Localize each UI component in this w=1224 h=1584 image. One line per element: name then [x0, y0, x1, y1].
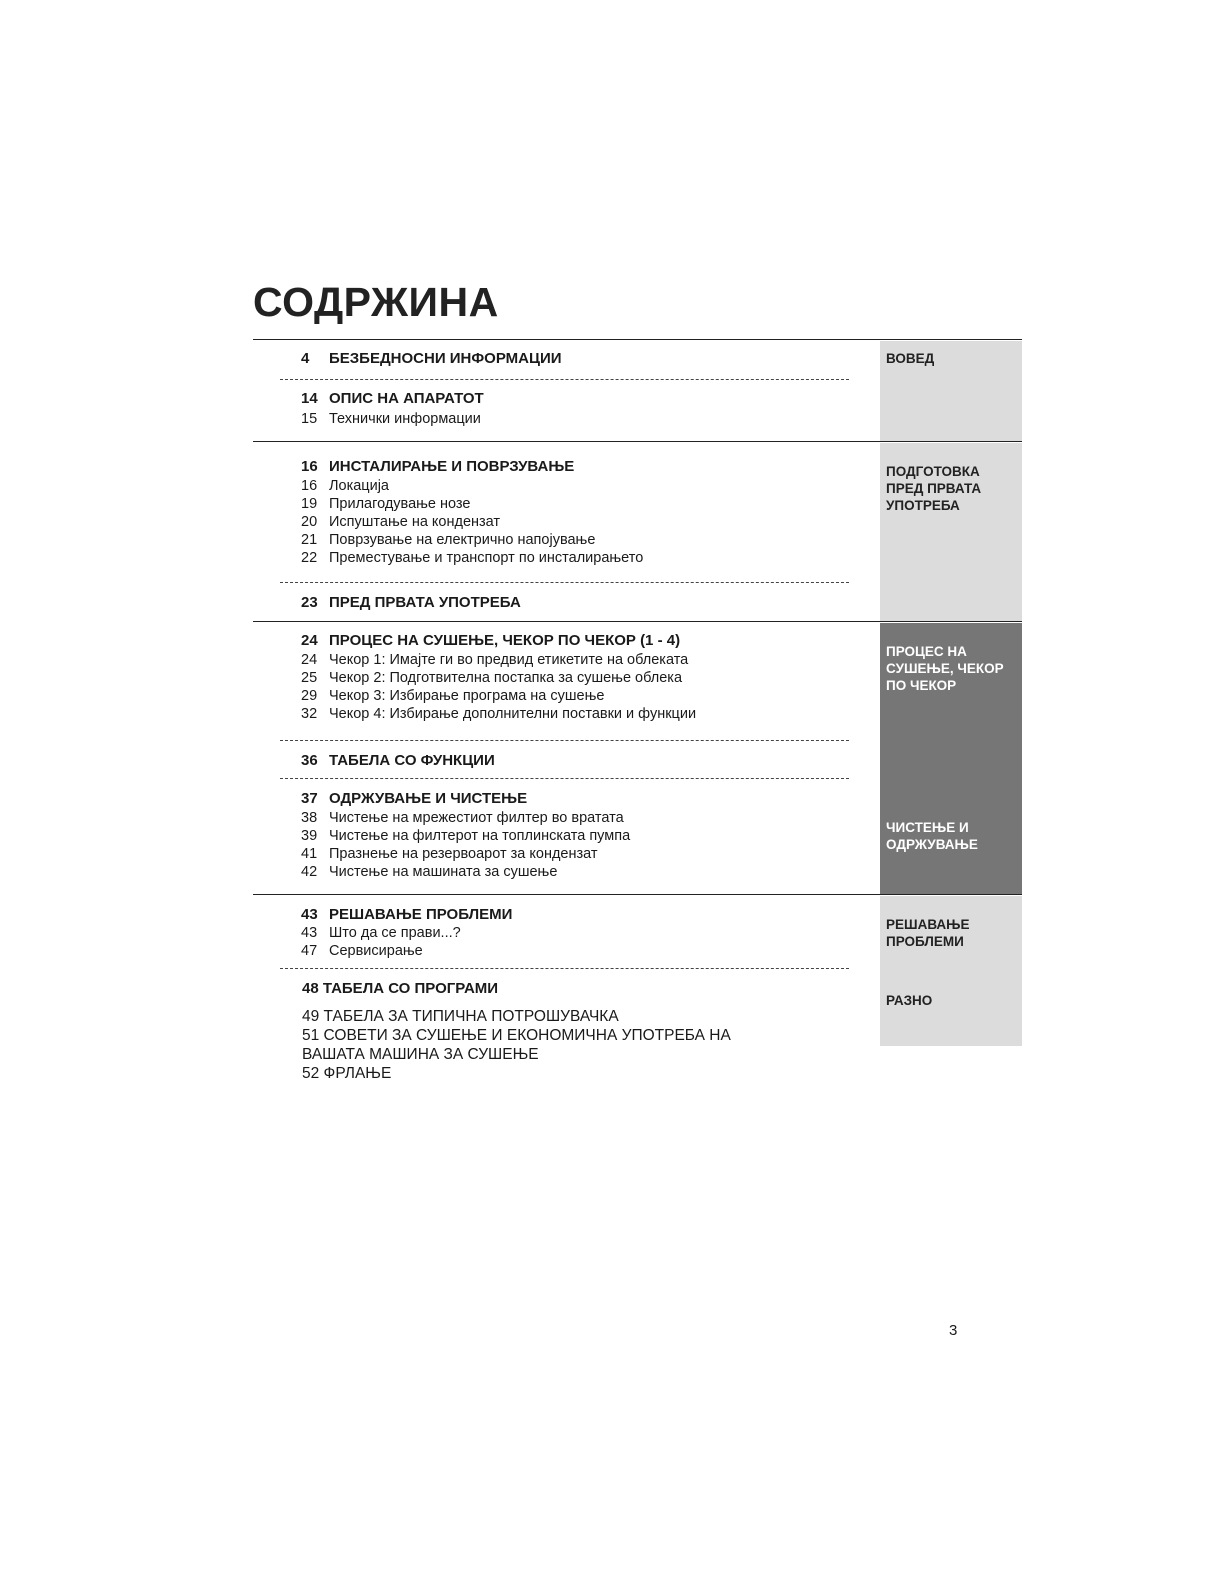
- toc-page-number: 15: [301, 411, 318, 427]
- toc-title: Сервисирање: [329, 943, 423, 959]
- toc-title: Чекор 4: Избирање дополнителни поставки и функции: [329, 706, 697, 722]
- toc-title: Поврзување на електрично напојување: [329, 532, 596, 548]
- toc-title: Прилагодување нозе: [329, 496, 471, 512]
- side-label-troubleshooting: РЕШАВАЊЕ ПРОБЛЕМИ: [886, 917, 970, 949]
- toc-title: РЕШАВАЊЕ ПРОБЛЕМИ: [329, 906, 513, 923]
- toc-page-number: 47: [301, 943, 318, 959]
- toc-title: ОПИС НА АПАРАТОТ: [329, 390, 484, 407]
- toc-title: Чистење на мрежестиот филтер во вратата: [329, 810, 624, 826]
- toc-title: Преместување и транспорт по инсталирањето: [329, 550, 644, 566]
- toc-title: Чистење на машината за сушење: [329, 864, 558, 880]
- toc-line[interactable]: 51 СОВЕТИ ЗА СУШЕЊЕ И ЕКОНОМИЧНА УПОТРЕБА НА: [302, 1027, 731, 1044]
- dashed-separator: [280, 968, 849, 969]
- section-rule: [253, 441, 1022, 442]
- toc-entry[interactable]: [301, 513, 500, 531]
- toc-line[interactable]: 49 ТАБЕЛА ЗА ТИПИЧНА ПОТРОШУВАЧКА: [302, 1008, 619, 1025]
- toc-title: Локација: [329, 478, 389, 494]
- dashed-separator: [280, 778, 849, 779]
- toc-line[interactable]: ВАШАТА МАШИНА ЗА СУШЕЊЕ: [302, 1046, 539, 1063]
- page-title: СОДРЖИНА: [253, 279, 499, 326]
- toc-title: БЕЗБЕДНОСНИ ИНФОРМАЦИИ: [329, 350, 562, 367]
- toc-title: Што да се прави...?: [329, 925, 461, 941]
- toc-page-number: 19: [301, 496, 318, 512]
- toc-page-number: 43: [301, 925, 318, 941]
- toc-page-number: 21: [301, 532, 318, 548]
- toc-title: Технички информации: [329, 411, 481, 427]
- toc-page-number: 38: [301, 810, 318, 826]
- toc-title: ТАБЕЛА СО ФУНКЦИИ: [329, 752, 495, 769]
- toc-entry[interactable]: [301, 827, 630, 845]
- toc-page-number: 4: [301, 350, 310, 367]
- toc-entry[interactable]: [301, 549, 643, 567]
- toc-entry-programs[interactable]: 48 ТАБЕЛА СО ПРОГРАМИ: [302, 980, 499, 997]
- toc-entry[interactable]: [301, 651, 688, 669]
- toc-entry[interactable]: [301, 942, 423, 960]
- side-label-preparation: ПОДГОТОВКА ПРЕД ПРВАТА УПОТРЕБА: [886, 464, 982, 513]
- section-rule: [253, 621, 1022, 622]
- toc-entry[interactable]: [301, 924, 461, 942]
- toc-page-number: 20: [301, 514, 318, 530]
- toc-entry[interactable]: [301, 906, 512, 924]
- toc-entry[interactable]: [301, 863, 557, 881]
- toc-page-number: 14: [301, 390, 318, 407]
- toc-page-number: 29: [301, 688, 318, 704]
- dashed-separator: [280, 740, 849, 741]
- toc-title: Чекор 3: Избирање програма на сушење: [329, 688, 605, 704]
- section-rule: [253, 894, 1022, 895]
- toc-title: ПРОЦЕС НА СУШЕЊЕ, ЧЕКОР ПО ЧЕКОР (1 - 4): [329, 632, 681, 649]
- toc-entry[interactable]: [301, 495, 470, 513]
- toc-title: Чекор 2: Подготвителна постапка за сушење облека: [329, 670, 683, 686]
- toc-page-number: 24: [301, 652, 318, 668]
- toc-title: Чекор 1: Имајте ги во предвид етикетите на облеката: [329, 652, 689, 668]
- page-number: 3: [949, 1322, 958, 1339]
- toc-title: ПРЕД ПРВАТА УПОТРЕБА: [329, 594, 521, 611]
- toc-entry[interactable]: [301, 594, 521, 612]
- toc-page-number: 41: [301, 846, 318, 862]
- side-label-misc: РАЗНО: [886, 993, 933, 1008]
- toc-entry[interactable]: [301, 687, 604, 705]
- dashed-separator: [280, 379, 849, 380]
- toc-page-number: 39: [301, 828, 318, 844]
- side-label-drying-process: ПРОЦЕС НА СУШЕЊЕ, ЧЕКОР ПО ЧЕКОР: [886, 644, 1004, 693]
- side-label-intro: ВОВЕД: [886, 351, 935, 366]
- toc-page-number: 32: [301, 706, 318, 722]
- toc-page-number: 37: [301, 790, 318, 807]
- toc-entry[interactable]: [301, 632, 680, 650]
- toc-page-number: 16: [301, 458, 318, 475]
- toc-entry[interactable]: [301, 350, 562, 368]
- toc-page-number: 25: [301, 670, 318, 686]
- toc-page-number: 42: [301, 864, 318, 880]
- toc-entry[interactable]: [301, 390, 484, 408]
- toc-page-number: 23: [301, 594, 318, 611]
- toc-title: Чистење на филтерот на топлинската пумпа: [329, 828, 631, 844]
- toc-entry[interactable]: [301, 790, 527, 808]
- toc-line[interactable]: 52 ФРЛАЊЕ: [302, 1065, 392, 1082]
- toc-title: ИНСТАЛИРАЊЕ И ПОВРЗУВАЊЕ: [329, 458, 575, 475]
- dashed-separator: [280, 582, 849, 583]
- toc-page-number: 43: [301, 906, 318, 923]
- toc-title: Испуштање на кондензат: [329, 514, 501, 530]
- toc-entry[interactable]: [301, 705, 696, 723]
- toc-page-number: 16: [301, 478, 318, 494]
- toc-page-number: 36: [301, 752, 318, 769]
- toc-entry[interactable]: [301, 410, 481, 428]
- side-label-cleaning: ЧИСТЕЊЕ И ОДРЖУВАЊЕ: [886, 820, 978, 852]
- toc-entry[interactable]: [301, 845, 598, 863]
- toc-entry[interactable]: [301, 752, 495, 770]
- section-rule: [253, 339, 1022, 340]
- toc-title: Празнење на резервоарот за кондензат: [329, 846, 598, 862]
- toc-entry[interactable]: [301, 477, 389, 495]
- toc-page-number: 24: [301, 632, 318, 649]
- toc-entry[interactable]: [301, 669, 682, 687]
- toc-entry[interactable]: [301, 809, 624, 827]
- toc-title: ОДРЖУВАЊЕ И ЧИСТЕЊЕ: [329, 790, 528, 807]
- toc-entry[interactable]: [301, 531, 595, 549]
- toc-entry[interactable]: [301, 458, 574, 476]
- toc-page-number: 22: [301, 550, 318, 566]
